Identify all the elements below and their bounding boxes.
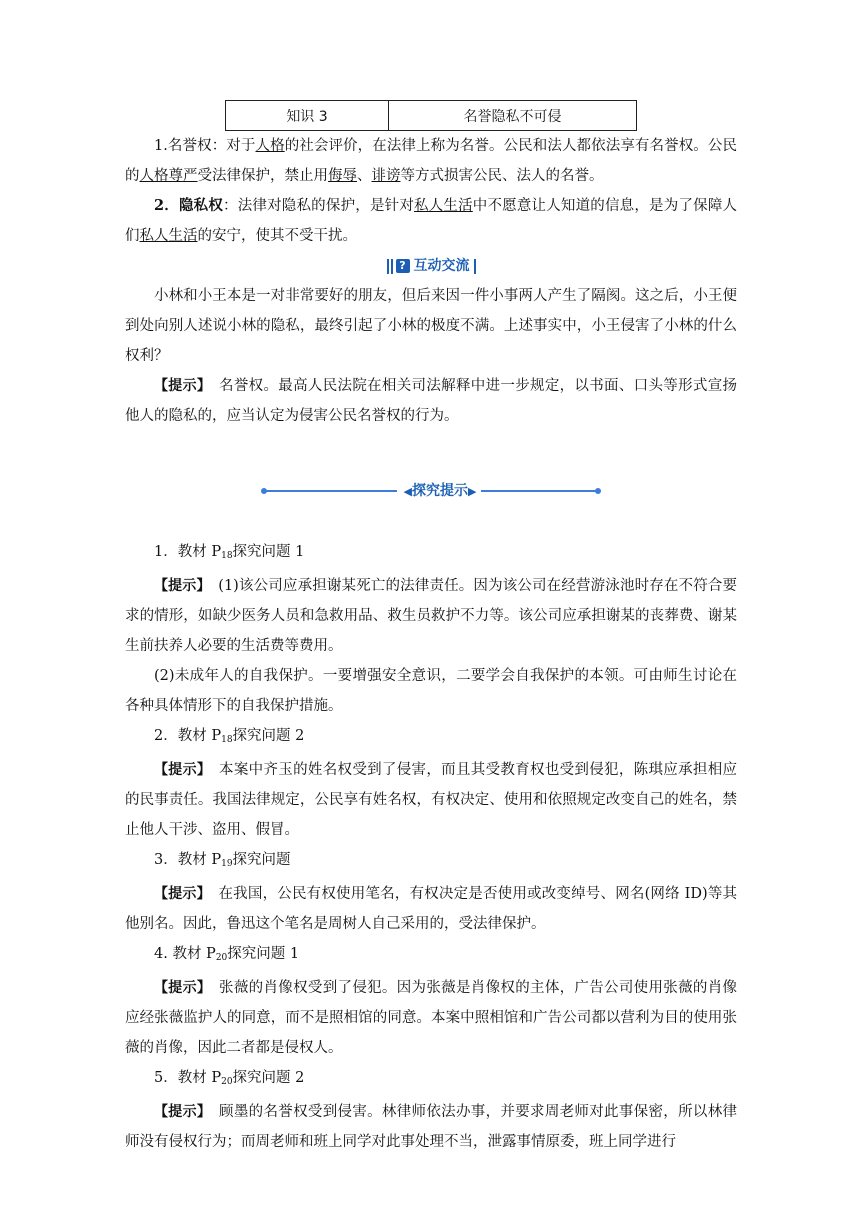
item1-text-4: 等方式损害公民、法人的名誉。 [400, 168, 604, 184]
item2-text-3: 的安宁，使其不受干扰。 [197, 228, 357, 244]
item2-lead: 2．隐私权 [154, 197, 224, 214]
page-number: 20 [215, 953, 228, 963]
knowledge-title: 名誉隐私不可侵 [389, 101, 637, 131]
content [125, 100, 737, 1157]
triangle-right-icon: ▶ [468, 485, 477, 498]
explore-hint-5 [125, 1097, 737, 1157]
hint-label: 【提示】 [154, 762, 205, 778]
item2-text-2: 中不愿意让人知道的信息，是为了保障人们 [125, 198, 738, 244]
explore-hint-1-extra: (2)未成年人的自我保护。一要增强安全意识，二要学会自我保护的本领。可由师生讨论在各种具体情形下的自我保护措施。 [125, 668, 737, 714]
explore-heading-text: 探究提示 [412, 483, 468, 499]
heading-bar-left-2 [391, 259, 393, 274]
title-pre: 3．教材 P [154, 852, 222, 868]
hint-label: 【提示】 [154, 1104, 205, 1120]
interactive-heading-text: 互动交流 [413, 258, 470, 274]
question-icon: ? [396, 259, 410, 273]
explore-hint-text-3: 在我国，公民有权使用笔名，有权决定是否使用或改变绰号、网名(网络 ID)等其他别名。因此，鲁迅这个笔名是周树人自己采用的，受法律保护。 [125, 886, 738, 932]
item2-underline-1: 私人生活 [414, 198, 473, 214]
title-post: 探究问题 1 [227, 946, 300, 962]
item1-underline-4: 诽谤 [371, 168, 401, 184]
hint-label: 【提示】 [154, 578, 204, 594]
title-pre: 2．教材 P [154, 728, 222, 744]
explore-item-title-3 [125, 845, 737, 879]
title-pre: 1．教材 P [154, 544, 222, 560]
explore-hint-4 [125, 973, 737, 1063]
item1-underline-3: 侮辱 [328, 168, 357, 184]
explore-item-title-5 [125, 1063, 737, 1097]
paragraph-reputation-right [125, 131, 737, 191]
title-pre: 4. 教材 P [154, 946, 216, 962]
title-post: 探究问题 1 [232, 544, 305, 560]
heading-bar-right [474, 259, 476, 274]
hint-label: 【提示】 [154, 378, 205, 394]
explore-hint-text-4: 张薇的肖像权受到了侵犯。因为张薇是肖像权的主体，广告公司使用张薇的肖像应经张薇监护人的同意，而不是照相馆的同意。本案中照相馆和广告公司都以营利为目的使用张薇的肖像，因此二者都是侵权人。 [125, 980, 738, 1056]
explore-hint-1 [125, 571, 737, 661]
item1-text-2: 受法律保护，禁止用 [197, 168, 328, 184]
knowledge-table [225, 100, 637, 131]
page-number: 19 [221, 859, 233, 869]
hint-label: 【提示】 [154, 886, 204, 902]
triangle-left-icon: ◀ [403, 485, 412, 498]
interactive-question: 小林和小王本是一对非常要好的朋友，但后来因一件小事两人产生了隔阂。这之后，小王便到处向别人述说小林的隐私，最终引起了小林的极度不满。上述事实中，小王侵害了小林的什么权利？ [125, 288, 737, 364]
item1-lead: 1.名誉权：对于 [154, 138, 256, 154]
item1-underline-2: 人格尊严 [139, 168, 198, 184]
explore-hint-text-5: 顾墨的名誉权受到侵害。林律师依法办事，并要求周老师对此事保密，所以林律师没有侵权行为；而周老师和班上同学对此事处理不当，泄露事情原委，班上同学进行 [125, 1104, 738, 1150]
explore-hint-text-1: (1)该公司应承担谢某死亡的法律责任。因为该公司在经营游泳池时存在不符合要求的情形，如缺少医务人员和急救用品、救生员救护不力等。该公司应承担谢某的丧葬费、谢某生前扶养人必要的生活费等费用。 [125, 578, 738, 654]
interactive-hint [125, 371, 737, 431]
explore-item-title-4 [125, 939, 737, 973]
item1-text-3: 、 [357, 168, 372, 184]
interactive-hint-text: 名誉权。最高人民法院在相关司法解释中进一步规定，以书面、口头等形式宣扬他人的隐私的，应当认定为侵害公民名誉权的行为。 [125, 378, 738, 424]
knowledge-number: 知识 3 [226, 101, 389, 131]
title-post: 探究问题 2 [232, 1070, 305, 1086]
item1-underline-1: 人格 [255, 138, 285, 154]
heading-bar-left [387, 259, 389, 274]
paragraph-privacy-right [125, 191, 737, 251]
item2-underline-2: 私人生活 [139, 228, 198, 244]
page-number: 18 [221, 735, 233, 745]
page-number: 18 [221, 551, 233, 561]
explore-hint-text-2: 本案中齐玉的姓名权受到了侵害，而且其受教育权也受到侵犯，陈琪应承担相应的民事责任。我国法律规定，公民享有姓名权，有权决定、使用和依照规定改变自己的姓名，禁止他人干涉、盗用、假冒。 [125, 762, 738, 838]
divider-line-right [481, 490, 599, 492]
explore-item-title-1 [125, 537, 737, 571]
explore-hint-2 [125, 755, 737, 845]
hint-label: 【提示】 [154, 980, 205, 996]
item2-text-1: ：法律对隐私的保护，是针对 [223, 198, 415, 214]
explore-item-title-2 [125, 721, 737, 755]
divider-line-left [265, 490, 397, 492]
title-pre: 5．教材 P [154, 1070, 222, 1086]
interactive-heading [125, 251, 737, 281]
page-number: 20 [221, 1077, 233, 1087]
title-post: 探究问题 [232, 852, 291, 868]
title-post: 探究问题 2 [232, 728, 305, 744]
divider-dot-right [595, 488, 601, 494]
explore-hint-3 [125, 879, 737, 939]
item1-text-1: 的社会评价，在法律上称为名誉。公民和法人都依法享有名誉权。公民的 [125, 138, 737, 184]
explore-heading [125, 471, 737, 511]
explore-heading-label [393, 479, 487, 503]
